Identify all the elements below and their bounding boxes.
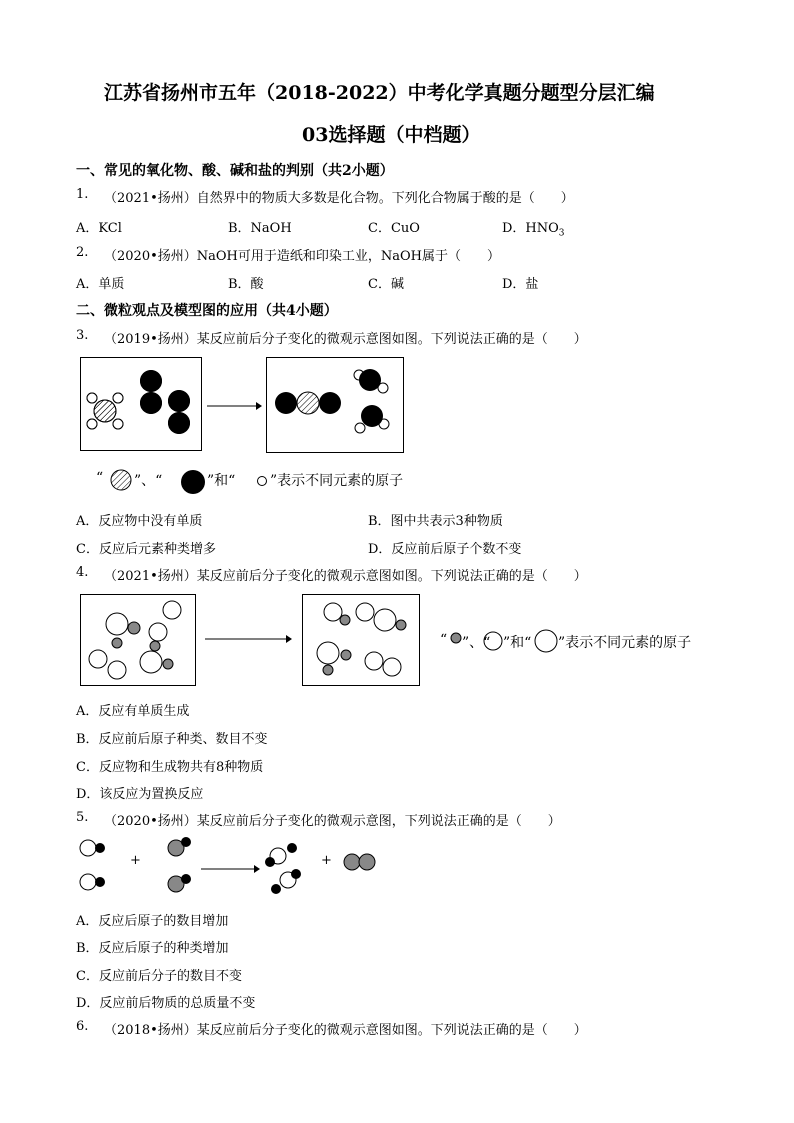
question-1-option-b: B．NaOH: [228, 221, 292, 236]
question-6-number: 6.: [76, 1019, 89, 1034]
question-4-option-b: B．反应前后原子种类、数目不变: [76, 732, 268, 747]
question-5-option-b: B．反应后原子的种类增加: [76, 941, 229, 956]
q3-legend-caption: ”表示不同元素的原子: [270, 473, 404, 489]
question-4-number: 4.: [76, 565, 89, 580]
doc-title-line2: 03选择题（中档题）: [302, 124, 481, 146]
question-5-option-a: A．反应后原子的数目增加: [76, 914, 229, 929]
question-2-option-b: B．酸: [228, 277, 264, 292]
q5-plus-sign-2: +: [321, 853, 332, 868]
question-4-option-c: C．反应物和生成物共有8种物质: [76, 760, 264, 775]
question-3-option-c: C．反应后元素种类增多: [76, 542, 216, 557]
question-5-number: 5.: [76, 810, 89, 825]
question-1-number: 1.: [76, 187, 89, 202]
question-1-option-a: A．KCl: [76, 221, 122, 236]
question-5-option-d: D．反应前后物质的总质量不变: [76, 996, 256, 1011]
q4-legend-sep1: ”、“: [462, 635, 491, 651]
question-4-option-d: D．该反应为置换反应: [76, 787, 204, 802]
question-3-option-d: D．反应前后原子个数不变: [368, 542, 522, 557]
q4-legend-caption: ”表示不同元素的原子: [558, 635, 692, 651]
question-2-option-a: A．单质: [76, 277, 125, 292]
question-2-number: 2.: [76, 245, 89, 260]
section-heading-2: 二、微粒观点及模型图的应用（共4小题）: [76, 303, 338, 319]
question-1-stem: （2021•扬州）自然界中的物质大多数是化合物。下列化合物属于酸的是（ ）: [104, 191, 574, 206]
question-3-stem: （2019•扬州）某反应前后分子变化的微观示意图如图。下列说法正确的是（ ）: [104, 332, 587, 347]
question-2-option-c: C．碱: [368, 277, 404, 292]
section-heading-1: 一、常见的氧化物、酸、碱和盐的判别（共2小题）: [76, 163, 394, 179]
question-3-option-b: B．图中共表示3种物质: [368, 514, 503, 529]
doc-title-line1: 江苏省扬州市五年（2018-2022）中考化学真题分题型分层汇编: [104, 82, 655, 104]
q5-arrow-icon: [201, 865, 260, 873]
q3-legend-sep1: ”、“: [134, 473, 163, 489]
question-2-stem: （2020•扬州）NaOH可用于造纸和印染工业，NaOH属于（ ）: [104, 249, 500, 264]
q4-legend-open-quote: “: [440, 632, 448, 648]
q4-legend-sep2: ”和“: [503, 635, 532, 651]
question-6-stem: （2018•扬州）某反应前后分子变化的微观示意图如图。下列说法正确的是（ ）: [104, 1023, 587, 1038]
question-5-stem: （2020•扬州）某反应前后分子变化的微观示意图，下列说法正确的是（ ）: [104, 814, 561, 829]
question-1-option-c: C．CuO: [368, 221, 420, 236]
question-2-option-d: D．盐: [502, 277, 539, 292]
q3-legend-open-quote: “: [96, 470, 104, 486]
q3-legend-sep2: ”和“: [207, 473, 236, 489]
question-3-option-a: A．反应物中没有单质: [76, 514, 203, 529]
question-5-option-c: C．反应前后分子的数目不变: [76, 969, 242, 984]
question-4-stem: （2021•扬州）某反应前后分子变化的微观示意图如图。下列说法正确的是（ ）: [104, 569, 587, 584]
question-3-number: 3.: [76, 328, 89, 343]
question-4-option-a: A．反应有单质生成: [76, 704, 190, 719]
question-1-option-d: D．$HNO_3$: [502, 221, 565, 239]
q5-plus-sign-1: +: [130, 853, 141, 868]
